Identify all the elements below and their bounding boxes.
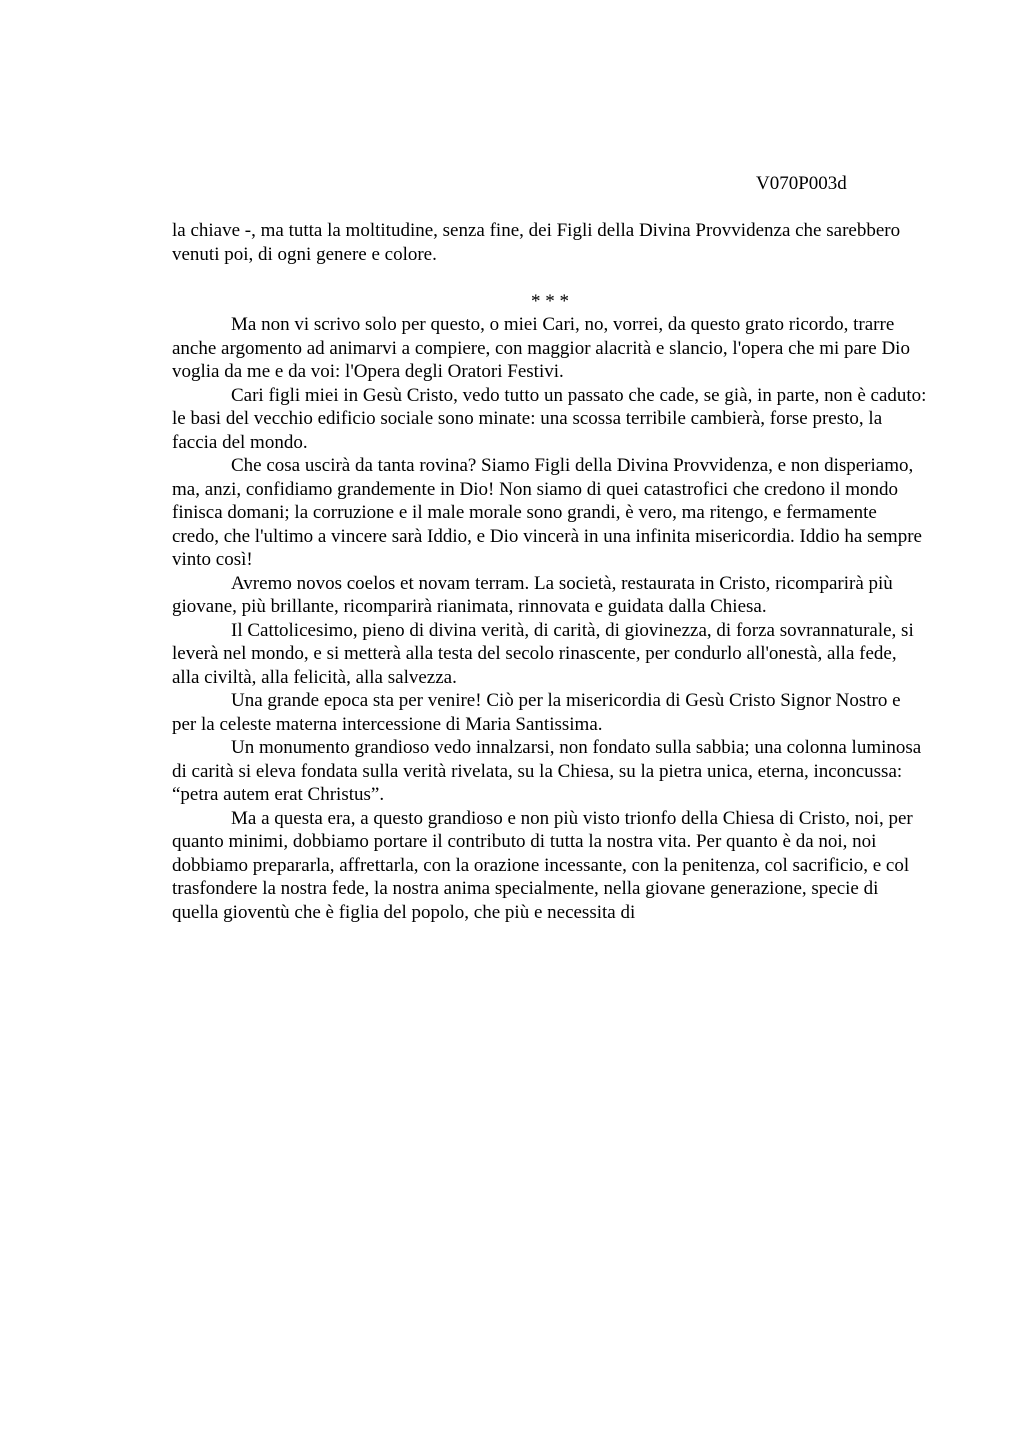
document-id: V070P003d — [756, 173, 847, 194]
paragraph: Ma non vi scrivo solo per questo, o miei Cari, no, vorrei, da questo grato ricordo, trarre anche argomento ad animarvi a compiere, con maggior alacrità e slancio, l'opera che mi pare Dio voglia da me e da voi: l'Opera degli Oratori Festivi. — [172, 314, 910, 382]
paragraph: Una grande epoca sta per venire! Ciò per la misericordia di Gesù Cristo Signor Nostro e per la celeste materna intercessione di Maria Santissima. — [172, 690, 901, 735]
paragraph: Cari figli miei in Gesù Cristo, vedo tutto un passato che cade, se già, in parte, non è caduto: le basi del vecchio edificio sociale sono minate: una scossa terribile cambierà, forse presto, la faccia del mondo. — [172, 384, 927, 453]
paragraph: Il Cattolicesimo, pieno di divina verità, di carità, di giovinezza, di forza sovrannaturale, si leverà nel mondo, e si metterà alla testa del secolo rinascente, per condurlo all'onestà, alla fede, alla civiltà, alla felicità, alla salvezza. — [172, 619, 914, 688]
paragraph: Un monumento grandioso vedo innalzarsi, non fondato sulla sabbia; una colonna luminosa di carità si eleva fondata sulla verità rivelata, su la Chiesa, su la pietra unica, eterna, inconcussa: “petra autem erat Christus”. — [172, 737, 922, 805]
paragraph: Avremo novos coelos et novam terram. La società, restaurata in Cristo, ricomparirà più giovane, più brillante, ricomparirà rianimata, rinnovata e guidata dalla Chiesa. — [172, 572, 893, 617]
paragraph: Ma a questa era, a questo grandioso e non più visto trionfo della Chiesa di Cristo, noi, per quanto minimi, dobbiamo portare il contributo di tutta la nostra vita. Per quanto è da noi, noi dobbiamo prepararla, affrettarla, con la orazione incessante, con la penitenza, col sacrificio, e col trasfondere la nostra fede, la nostra anima specialmente, nella giovane generazione, specie di quella gioventù che è figlia del popolo, che più e necessita di — [172, 807, 913, 923]
paragraph-continuation: la chiave -, ma tutta la moltitudine, senza fine, dei Figli della Divina Provvidenza che sarebbero venuti poi, di ogni genere e colore. — [172, 220, 901, 265]
paragraph: Che cosa uscirà da tanta rovina? Siamo Figli della Divina Provvidenza, e non disperiamo, ma, anzi, confidiamo grandemente in Dio! Non siamo di quei catastrofici che credono il mondo finisca domani; la corruzione e il male morale sono grandi, è vero, ma ritengo, e fermamente credo, che l'ultimo a vincere sarà Iddio, e Dio vincerà in una infinita misericordia. Iddio ha sempre vinto così! — [172, 455, 922, 570]
document-body — [172, 219, 928, 924]
section-separator: * * * — [531, 290, 569, 312]
